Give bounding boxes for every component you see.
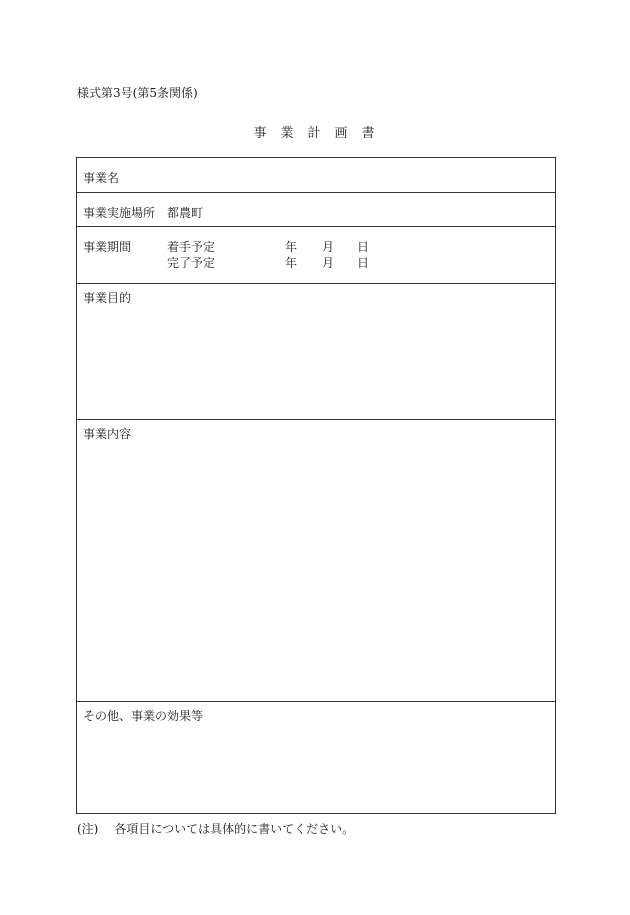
project-name-label: 事業名 (83, 171, 120, 185)
plan-table (76, 157, 556, 814)
row-project-name[interactable] (77, 158, 555, 193)
day-unit: 日 (357, 256, 370, 270)
location-label: 事業実施場所 (83, 206, 156, 220)
title-char: 計 (307, 126, 323, 141)
footnote-mark: (注) (77, 822, 99, 836)
title-char: 画 (334, 126, 350, 141)
title-char: 業 (280, 126, 296, 141)
other-label: その他、事業の効果等 (83, 709, 204, 723)
footnote-text: 各項目については具体的に書いてください。 (114, 822, 355, 836)
row-location[interactable] (77, 193, 555, 227)
day-unit: 日 (357, 240, 370, 254)
footnote (77, 820, 354, 837)
content-label: 事業内容 (83, 427, 132, 441)
month-unit: 月 (322, 256, 335, 270)
year-unit: 年 (285, 240, 298, 254)
year-unit: 年 (285, 256, 298, 270)
row-period[interactable] (77, 227, 555, 284)
location-value: 都農町 (167, 206, 204, 220)
month-unit: 月 (322, 240, 335, 254)
row-other[interactable] (77, 702, 555, 814)
period-end-label: 完了予定 (167, 256, 216, 270)
title-char: 書 (361, 126, 377, 141)
form-number: 様式第3号(第5条関係) (77, 86, 198, 100)
purpose-label: 事業目的 (83, 291, 132, 305)
title-char: 事 (253, 126, 269, 141)
period-label: 事業期間 (83, 240, 132, 254)
page-title (0, 122, 630, 141)
row-purpose[interactable] (77, 284, 555, 420)
row-content[interactable] (77, 420, 555, 702)
period-start-label: 着手予定 (167, 240, 216, 254)
